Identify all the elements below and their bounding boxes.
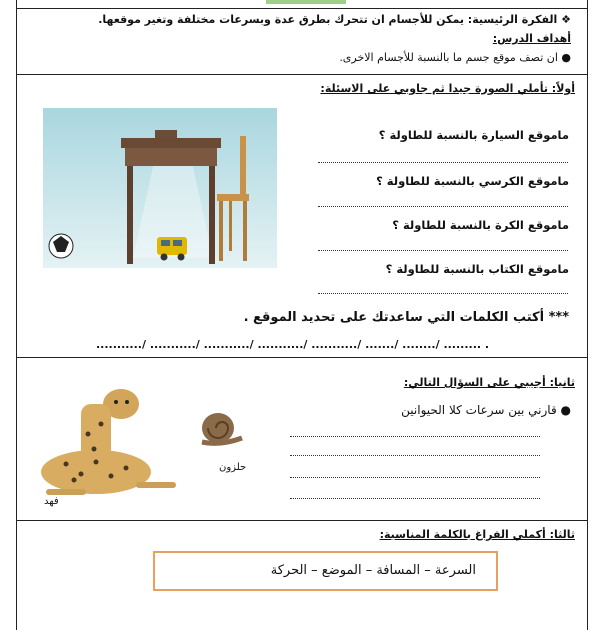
cheetah-label: فهد [44, 496, 59, 507]
main-idea: ❖ الفكرة الرئيسية: يمكن للأجسام ان تتحرك بطرق عدة وبسرعات مختلفة وتغير موقعها. [98, 13, 571, 26]
instruction-text: *** أكتب الكلمات التي ساعدتك على تحديد الموقع . [243, 310, 569, 325]
book-icon [155, 130, 177, 138]
answer-line[interactable] [318, 162, 568, 163]
top-bar [16, 0, 587, 9]
section2-question-text: قارني بين سرعات كلا الحيوانين [401, 403, 557, 417]
question-ball: ماموقع الكرة بالنسبة للطاولة ؟ [392, 218, 569, 232]
question-car: ماموقع السيارة بالنسبة للطاولة ؟ [378, 128, 569, 142]
answer-line[interactable] [290, 477, 540, 478]
question-book: ماموقع الكتاب بالنسبة للطاولة ؟ [385, 262, 569, 276]
objectives-title: أهداف الدرس: [492, 32, 571, 45]
section2-question [401, 403, 571, 417]
bullet-icon: ● [560, 403, 571, 417]
answer-line[interactable] [318, 206, 568, 207]
word-bank: السرعة – المسافة – الموضع – الحركة [270, 563, 476, 578]
section2-title: ثانيا: أجيبي على السؤال التالي: [403, 376, 575, 389]
divider [16, 357, 587, 358]
section3-title: ثالثا: أكملي الفراغ بالكلمة المناسبة: [379, 528, 575, 541]
answer-line[interactable] [290, 498, 540, 499]
answer-line[interactable] [290, 436, 540, 437]
cheetah-image [26, 364, 191, 514]
snail-label: حلزون [219, 462, 247, 473]
answer-line[interactable] [318, 250, 568, 251]
word-bank-box [153, 551, 498, 591]
answer-line[interactable] [290, 455, 540, 456]
section1-title: أولاً: تأملي الصورة جيدا ثم جاوبي على الاسئلة: [320, 82, 575, 95]
objective-item [339, 51, 571, 64]
snail-image [196, 400, 246, 450]
bullet-icon: ● [561, 51, 571, 64]
divider [16, 520, 587, 521]
question-chair: ماموقع الكرسي بالنسبة للطاولة ؟ [376, 174, 569, 188]
table-chair-illustration [43, 108, 277, 268]
blanks-line[interactable]: .........../ .........../ .........../ .........../ .........../ ......./ ......../ ......... . [96, 338, 490, 351]
divider [16, 74, 587, 75]
objective-text: ان تصف موقع جسم ما بالنسبة للأجسام الاخرى. [339, 51, 558, 64]
answer-line[interactable] [318, 293, 568, 294]
